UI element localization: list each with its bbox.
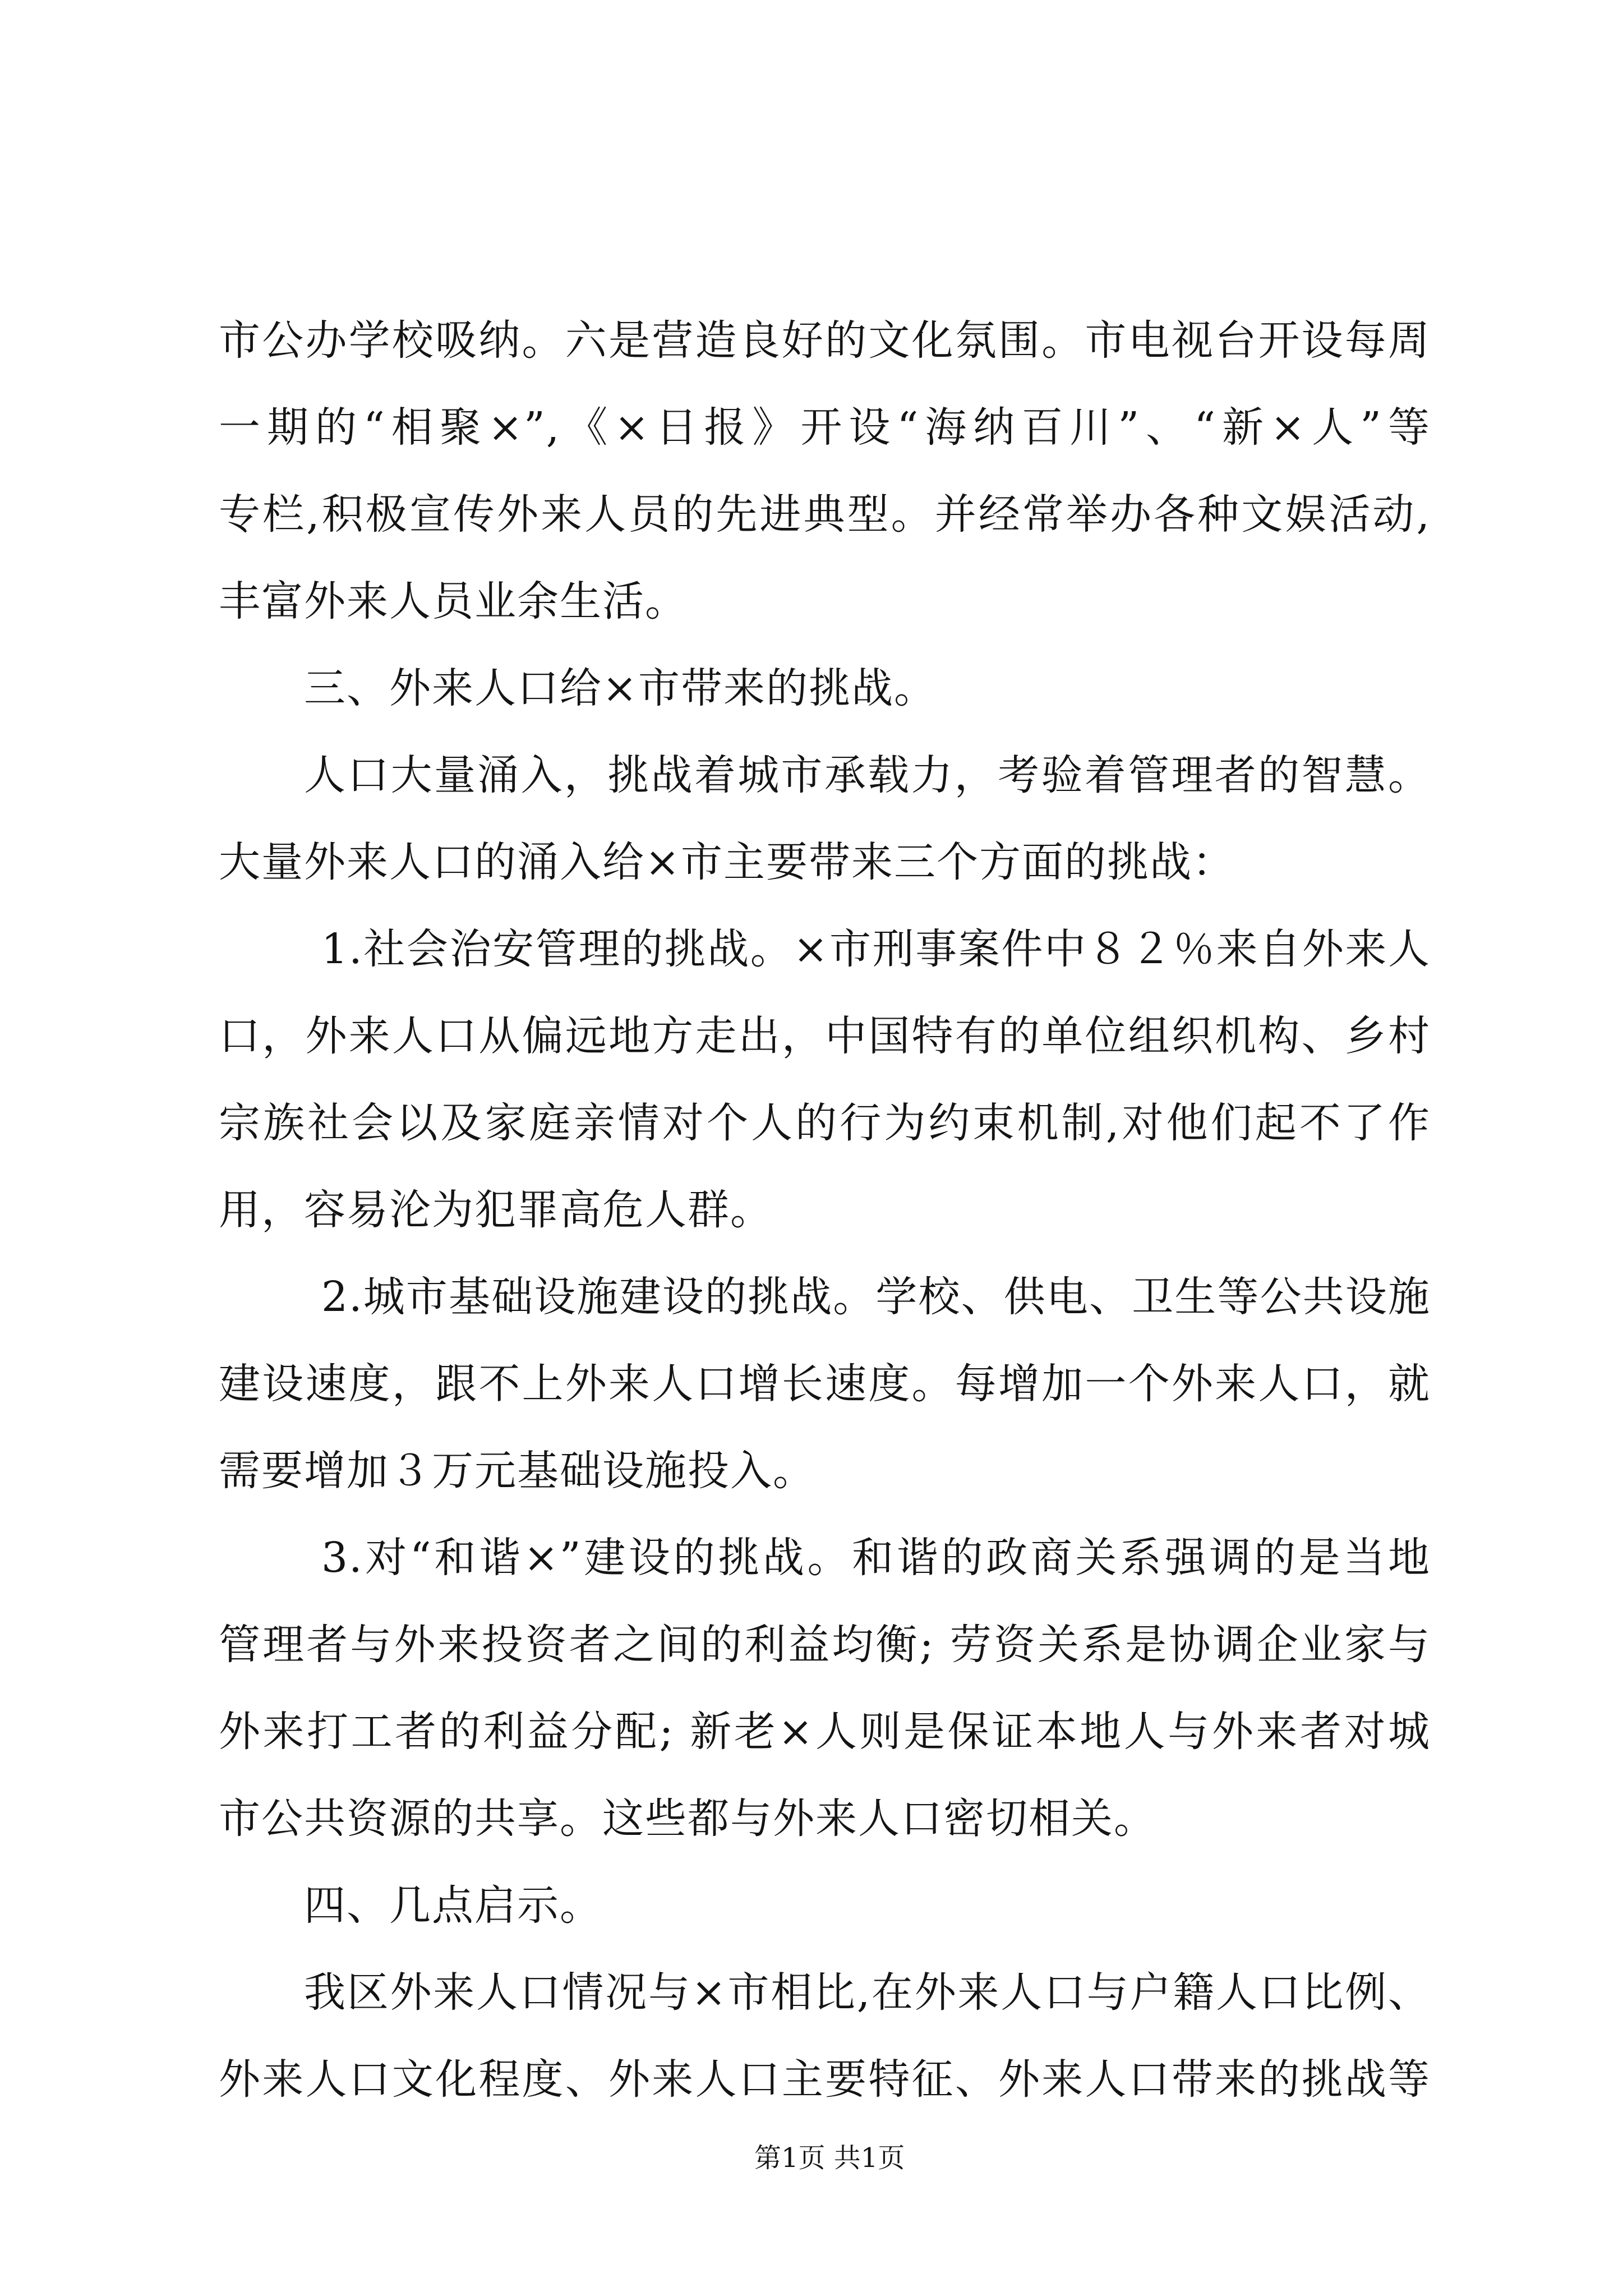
text-line: 管理者与外来投资者之间的利益均衡; 劳资关系是协调企业家与 bbox=[219, 1621, 1431, 1669]
text-line: 口，外来人口从偏远地方走出，中国特有的单位组织机构、乡村 bbox=[219, 1012, 1431, 1060]
text-line: 宗族社会以及家庭亲情对个人的行为约束机制,对他们起不了作 bbox=[219, 1099, 1431, 1147]
paragraph bbox=[219, 1949, 1431, 2123]
text-line: 一期的“相聚×”,《×日报》开设“海纳百川”、“新×人”等 bbox=[219, 403, 1431, 452]
text-line: 市公办学校吸纳。六是营造良好的文化氛围。市电视台开设每周 bbox=[219, 316, 1431, 365]
text-line: 用，容易沦为犯罪高危人群。 bbox=[219, 1186, 773, 1234]
paragraph bbox=[219, 732, 1431, 906]
text-line: 3.对“和谐×”建设的挑战。和谐的政商关系强调的是当地 bbox=[321, 1534, 1431, 1582]
document-body bbox=[219, 297, 1431, 2123]
section-heading: 四、几点启示。 bbox=[304, 1881, 602, 1930]
text-line: 大量外来人口的涌入给×市主要带来三个方面的挑战： bbox=[219, 838, 1235, 886]
text-line: 需要增加３万元基础设施投入。 bbox=[219, 1447, 815, 1495]
text-line: 建设速度，跟不上外来人口增长速度。每增加一个外来人口，就 bbox=[219, 1360, 1431, 1408]
text-line: 专栏,积极宣传外来人员的先进典型。并经常举办各种文娱活动, bbox=[219, 490, 1431, 539]
section-heading: 三、外来人口给×市带来的挑战。 bbox=[304, 664, 937, 712]
text-line: 2.城市基础设施建设的挑战。学校、供电、卫生等公共设施 bbox=[321, 1273, 1431, 1321]
text-line: 1.社会治安管理的挑战。×市刑事案件中８２％来自外来人 bbox=[321, 925, 1431, 973]
text-line: 外来人口文化程度、外来人口主要特征、外来人口带来的挑战等 bbox=[219, 2055, 1431, 2104]
paragraph bbox=[219, 1254, 1431, 1515]
paragraph bbox=[219, 297, 1431, 645]
paragraph bbox=[219, 645, 1431, 732]
text-line: 丰富外来人员业余生活。 bbox=[219, 577, 688, 625]
page-footer: 第1页 共1页 bbox=[754, 2142, 905, 2174]
paragraph bbox=[219, 1862, 1431, 1949]
text-line: 我区外来人口情况与×市相比,在外来人口与户籍人口比例、 bbox=[304, 1968, 1431, 2017]
paragraph bbox=[219, 906, 1431, 1254]
text-line: 外来打工者的利益分配; 新老×人则是保证本地人与外来者对城 bbox=[219, 1708, 1431, 1756]
paragraph bbox=[219, 1515, 1431, 1862]
text-line: 人口大量涌入，挑战着城市承载力，考验着管理者的智慧。 bbox=[304, 751, 1431, 799]
text-line: 市公共资源的共享。这些都与外来人口密切相关。 bbox=[219, 1795, 1156, 1843]
